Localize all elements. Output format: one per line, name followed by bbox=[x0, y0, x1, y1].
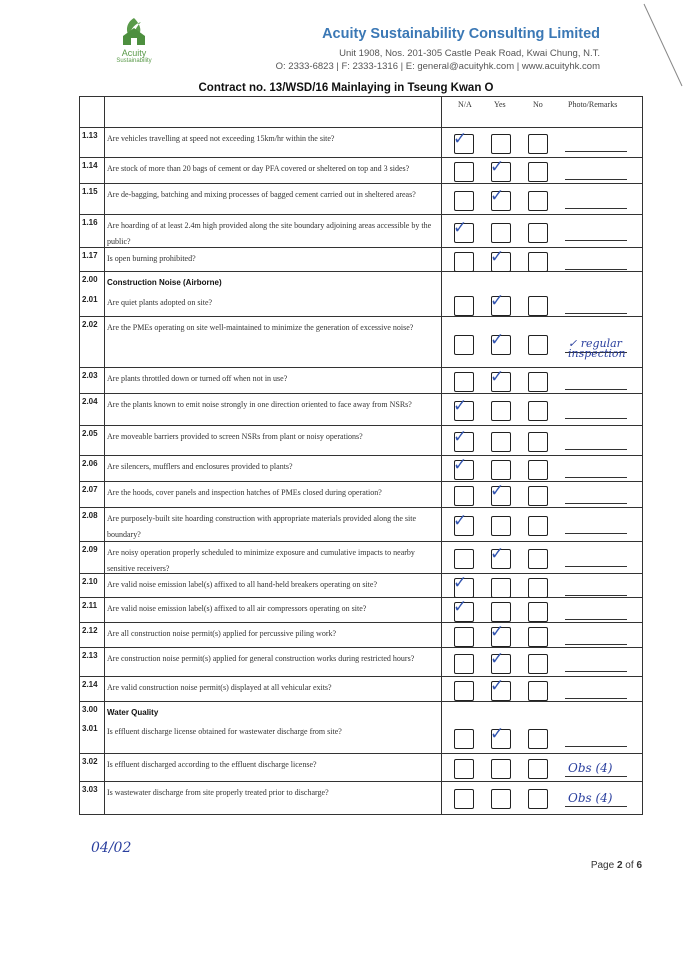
checkbox-na[interactable] bbox=[454, 681, 474, 701]
item-number: 2.05 bbox=[82, 429, 98, 438]
checkbox-no[interactable] bbox=[528, 162, 548, 182]
item-number: 2.01 bbox=[82, 295, 98, 304]
question-text: Are valid noise emission label(s) affixed to all air compressors operating on site? bbox=[107, 604, 367, 613]
question-text: Are hoarding of at least 2.4m high provided along the site boundary adjoining areas accessible by the public? bbox=[107, 221, 432, 246]
question-text: Are silencers, mufflers and enclosures provided to plants? bbox=[107, 462, 293, 471]
checkbox-no[interactable] bbox=[528, 432, 548, 452]
item-number: 2.03 bbox=[82, 371, 98, 380]
handwritten-date: 04/02 bbox=[91, 840, 132, 856]
checkmark-icon: ✓ bbox=[490, 157, 505, 177]
checkbox-yes[interactable] bbox=[490, 247, 511, 272]
checkbox-no[interactable] bbox=[528, 134, 548, 154]
checkbox-na[interactable] bbox=[453, 218, 474, 243]
company-logo bbox=[104, 14, 164, 76]
checkbox-no[interactable] bbox=[528, 549, 548, 569]
checkbox-no[interactable] bbox=[528, 654, 548, 674]
remark-underline bbox=[565, 151, 627, 152]
remark-underline bbox=[565, 449, 627, 450]
checkmark-icon: ✓ bbox=[453, 396, 468, 416]
checkbox-no[interactable] bbox=[528, 223, 548, 243]
question-text: Is wastewater discharge from site properly treated prior to discharge? bbox=[107, 788, 329, 797]
checkbox-na[interactable] bbox=[454, 789, 474, 809]
item-number: 1.15 bbox=[82, 187, 98, 196]
checkbox-yes[interactable] bbox=[490, 676, 511, 701]
table-row bbox=[80, 648, 642, 677]
item-number: 3.00 bbox=[82, 705, 98, 714]
table-row bbox=[80, 184, 642, 215]
table-row bbox=[80, 317, 642, 368]
checkbox-yes[interactable] bbox=[490, 157, 511, 182]
checkbox-na[interactable] bbox=[453, 427, 474, 452]
checkmark-icon: ✓ bbox=[453, 511, 468, 531]
checkbox-na[interactable] bbox=[453, 597, 474, 622]
checkmark-icon: ✓ bbox=[490, 291, 505, 311]
checkbox-na[interactable] bbox=[453, 573, 474, 598]
item-number: 2.07 bbox=[82, 485, 98, 494]
remark-underline bbox=[565, 595, 627, 596]
checkbox-no[interactable] bbox=[528, 681, 548, 701]
remark-underline bbox=[565, 698, 627, 699]
checkbox-no[interactable] bbox=[528, 516, 548, 536]
checkbox-yes[interactable] bbox=[490, 649, 511, 674]
checkbox-no[interactable] bbox=[528, 729, 548, 749]
checkbox-na[interactable] bbox=[454, 729, 474, 749]
question-text: Are quiet plants adopted on site? bbox=[107, 298, 213, 307]
checkmark-icon: ✓ bbox=[453, 218, 468, 238]
remark-underline bbox=[565, 776, 627, 777]
checkmark-icon: ✓ bbox=[490, 330, 505, 350]
remark-underline bbox=[565, 269, 627, 270]
checkbox-no[interactable] bbox=[528, 759, 548, 779]
question-text: Are vehicles travelling at speed not exceeding 15km/hr within the site? bbox=[107, 134, 335, 143]
item-number: 2.06 bbox=[82, 459, 98, 468]
remark-underline bbox=[565, 240, 627, 241]
checkmark-icon: ✓ bbox=[453, 427, 468, 447]
checkmark-icon: ✓ bbox=[490, 544, 505, 564]
table-row bbox=[80, 128, 642, 158]
checkbox-na[interactable] bbox=[454, 296, 474, 316]
question-text: Is effluent discharge license obtained for wastewater discharge from site? bbox=[107, 727, 342, 736]
checkmark-icon: ✓ bbox=[490, 622, 505, 642]
question-text: Are moveable barriers provided to screen NSRs from plant or noisy operations? bbox=[107, 432, 363, 441]
section-header-row bbox=[80, 702, 642, 721]
table-row bbox=[80, 158, 642, 184]
remark-underline bbox=[565, 806, 627, 807]
checkbox-na[interactable] bbox=[454, 549, 474, 569]
page-number: Page 2 of 6 bbox=[590, 860, 642, 871]
checkbox-na[interactable] bbox=[454, 372, 474, 392]
item-number: 3.03 bbox=[82, 785, 98, 794]
remark-underline bbox=[565, 208, 627, 209]
remark-underline bbox=[565, 313, 627, 314]
checkbox-yes[interactable] bbox=[490, 724, 511, 749]
remark-underline bbox=[565, 418, 627, 419]
checkbox-na[interactable] bbox=[453, 396, 474, 421]
question-text: Are noisy operation properly scheduled to minimize exposure and cumulative impacts to nearby sensitive receivers? bbox=[107, 548, 415, 573]
table-row bbox=[80, 782, 642, 814]
item-number: 2.12 bbox=[82, 626, 98, 635]
table-row bbox=[80, 754, 642, 782]
item-number: 1.16 bbox=[82, 218, 98, 227]
checkmark-icon: ✓ bbox=[490, 247, 505, 267]
inspection-checklist-table bbox=[79, 96, 643, 815]
question-text: Are plants throttled down or turned off when not in use? bbox=[107, 374, 288, 383]
checkbox-no[interactable] bbox=[528, 627, 548, 647]
checkbox-na[interactable] bbox=[454, 486, 474, 506]
question-text: Are valid noise emission label(s) affixed to all hand-held breakers operating on site? bbox=[107, 580, 377, 589]
checkbox-no[interactable] bbox=[528, 486, 548, 506]
checkbox-na[interactable] bbox=[454, 252, 474, 272]
checkbox-yes[interactable] bbox=[490, 622, 511, 647]
checkmark-icon: ✓ bbox=[490, 367, 505, 387]
checkbox-na[interactable] bbox=[454, 627, 474, 647]
item-number: 3.01 bbox=[82, 724, 98, 733]
remark-underline bbox=[565, 619, 627, 620]
checkmark-icon: ✓ bbox=[453, 573, 468, 593]
handwritten-remark: Obs (4) bbox=[568, 761, 613, 775]
table-row bbox=[80, 721, 642, 754]
item-number: 3.02 bbox=[82, 757, 98, 766]
company-name: Acuity Sustainability Consulting Limited bbox=[322, 26, 600, 42]
checkbox-yes[interactable] bbox=[490, 330, 511, 355]
section-header-row bbox=[80, 272, 642, 292]
question-text: Are de-bagging, batching and mixing processes of bagged cement carried out in sheltered areas? bbox=[107, 190, 416, 199]
checkbox-no[interactable] bbox=[528, 789, 548, 809]
checkmark-icon: ✓ bbox=[490, 649, 505, 669]
checkbox-yes[interactable] bbox=[491, 516, 511, 536]
remark-underline bbox=[565, 503, 627, 504]
checkmark-icon: ✓ bbox=[490, 481, 505, 501]
question-text: Is effluent discharged according to the effluent discharge license? bbox=[107, 760, 317, 769]
column-header-remarks: Photo/Remarks bbox=[568, 100, 618, 109]
checkbox-yes[interactable] bbox=[491, 602, 511, 622]
section-title: Construction Noise (Airborne) bbox=[107, 278, 222, 287]
question-text: Are all construction noise permit(s) applied for percussive piling work? bbox=[107, 629, 337, 638]
checkbox-yes[interactable] bbox=[490, 544, 511, 569]
checkbox-na[interactable] bbox=[454, 191, 474, 211]
checkbox-na[interactable] bbox=[454, 759, 474, 779]
item-number: 2.13 bbox=[82, 651, 98, 660]
checkbox-na[interactable] bbox=[454, 162, 474, 182]
table-row bbox=[80, 508, 642, 542]
section-title: Water Quality bbox=[107, 708, 159, 717]
checkbox-na[interactable] bbox=[454, 654, 474, 674]
company-contacts: O: 2333-6823 | F: 2333-1316 | E: general@acuityhk.com | www.acuityhk.com bbox=[275, 61, 600, 72]
checkbox-yes[interactable] bbox=[491, 789, 511, 809]
remark-underline bbox=[565, 389, 627, 390]
checkbox-no[interactable] bbox=[528, 578, 548, 598]
table-row bbox=[80, 394, 642, 426]
checkmark-icon: ✓ bbox=[490, 676, 505, 696]
table-row bbox=[80, 456, 642, 482]
contract-title: Contract no. 13/WSD/16 Mainlaying in Tseung Kwan O bbox=[198, 82, 494, 94]
checkmark-icon: ✓ bbox=[453, 455, 468, 475]
checkbox-yes[interactable] bbox=[490, 186, 511, 211]
logo-name: Acuity bbox=[121, 48, 147, 58]
checkmark-icon: ✓ bbox=[490, 186, 505, 206]
checkbox-yes[interactable] bbox=[491, 401, 511, 421]
table-row bbox=[80, 248, 642, 272]
logo-subtitle: Sustainability bbox=[116, 58, 152, 64]
handwritten-remark: ✓ regular inspection bbox=[568, 337, 626, 360]
checkbox-no[interactable] bbox=[528, 335, 548, 355]
table-row bbox=[80, 598, 642, 623]
checkbox-na[interactable] bbox=[453, 511, 474, 536]
checkbox-no[interactable] bbox=[528, 252, 548, 272]
checkbox-no[interactable] bbox=[528, 296, 548, 316]
checkbox-no[interactable] bbox=[528, 460, 548, 480]
checkbox-na[interactable] bbox=[453, 455, 474, 480]
checkbox-no[interactable] bbox=[528, 401, 548, 421]
table-header-row bbox=[80, 97, 642, 128]
item-number: 1.17 bbox=[82, 251, 98, 260]
question-text: Are construction noise permit(s) applied for general construction works during restricted hours? bbox=[107, 654, 415, 663]
item-number: 1.13 bbox=[82, 131, 98, 140]
remark-underline bbox=[565, 671, 627, 672]
checkbox-na[interactable] bbox=[454, 335, 474, 355]
remark-underline bbox=[565, 179, 627, 180]
item-number: 1.14 bbox=[82, 161, 98, 170]
item-number: 2.04 bbox=[82, 397, 98, 406]
table-row bbox=[80, 542, 642, 574]
item-number: 2.08 bbox=[82, 511, 98, 520]
checkbox-yes[interactable] bbox=[490, 481, 511, 506]
table-row bbox=[80, 574, 642, 598]
checkbox-yes[interactable] bbox=[491, 578, 511, 598]
checkbox-no[interactable] bbox=[528, 372, 548, 392]
question-text: Are valid construction noise permit(s) displayed at all vehicular exits? bbox=[107, 683, 332, 692]
checkbox-yes[interactable] bbox=[490, 367, 511, 392]
letterhead bbox=[0, 0, 692, 80]
item-number: 2.00 bbox=[82, 275, 98, 284]
question-text: Are stock of more than 20 bags of cement or day PFA covered or sheltered on top and 3 sides? bbox=[107, 164, 410, 173]
column-header-na: N/A bbox=[458, 100, 472, 109]
item-number: 2.09 bbox=[82, 545, 98, 554]
question-text: Are the PMEs operating on site well-maintained to minimize the generation of excessive noise? bbox=[107, 323, 414, 332]
checkbox-yes[interactable] bbox=[491, 134, 511, 154]
item-number: 2.10 bbox=[82, 577, 98, 586]
scan-edge-line bbox=[642, 0, 692, 90]
question-text: Are purposely-built site hoarding construction with appropriate materials provided along the site boundary? bbox=[107, 514, 417, 539]
checkmark-icon: ✓ bbox=[453, 597, 468, 617]
question-text: Are the hoods, cover panels and inspection hatches of PMEs closed during operation? bbox=[107, 488, 382, 497]
question-text: Are the plants known to emit noise strongly in one direction oriented to face away from NSRs? bbox=[107, 400, 412, 409]
table-row bbox=[80, 292, 642, 317]
item-number: 2.02 bbox=[82, 320, 98, 329]
item-number: 2.14 bbox=[82, 680, 98, 689]
column-header-no: No bbox=[533, 100, 543, 109]
checkbox-yes[interactable] bbox=[491, 432, 511, 452]
checkbox-yes[interactable] bbox=[491, 460, 511, 480]
table-row bbox=[80, 426, 642, 456]
handwritten-remark: Obs (4) bbox=[568, 791, 613, 805]
column-header-yes: Yes bbox=[494, 100, 506, 109]
checkbox-no[interactable] bbox=[528, 602, 548, 622]
table-row bbox=[80, 623, 642, 648]
remark-underline bbox=[565, 477, 627, 478]
question-text: Is open burning prohibited? bbox=[107, 254, 196, 263]
checkmark-icon: ✓ bbox=[453, 129, 468, 149]
company-address: Unit 1908, Nos. 201-305 Castle Peak Road, Kwai Chung, N.T. bbox=[339, 48, 600, 59]
item-number: 2.11 bbox=[82, 601, 98, 610]
table-row bbox=[80, 215, 642, 248]
checkmark-icon: ✓ bbox=[490, 724, 505, 744]
remark-underline bbox=[565, 746, 627, 747]
checkbox-no[interactable] bbox=[528, 191, 548, 211]
checkbox-yes[interactable] bbox=[490, 291, 511, 316]
remark-underline bbox=[565, 566, 627, 567]
remark-underline bbox=[565, 644, 627, 645]
table-row bbox=[80, 677, 642, 702]
checkbox-yes[interactable] bbox=[491, 759, 511, 779]
table-row bbox=[80, 482, 642, 508]
table-row bbox=[80, 368, 642, 394]
remark-underline bbox=[565, 533, 627, 534]
checkbox-yes[interactable] bbox=[491, 223, 511, 243]
leaf-house-icon bbox=[117, 14, 151, 48]
checkbox-na[interactable] bbox=[453, 129, 474, 154]
